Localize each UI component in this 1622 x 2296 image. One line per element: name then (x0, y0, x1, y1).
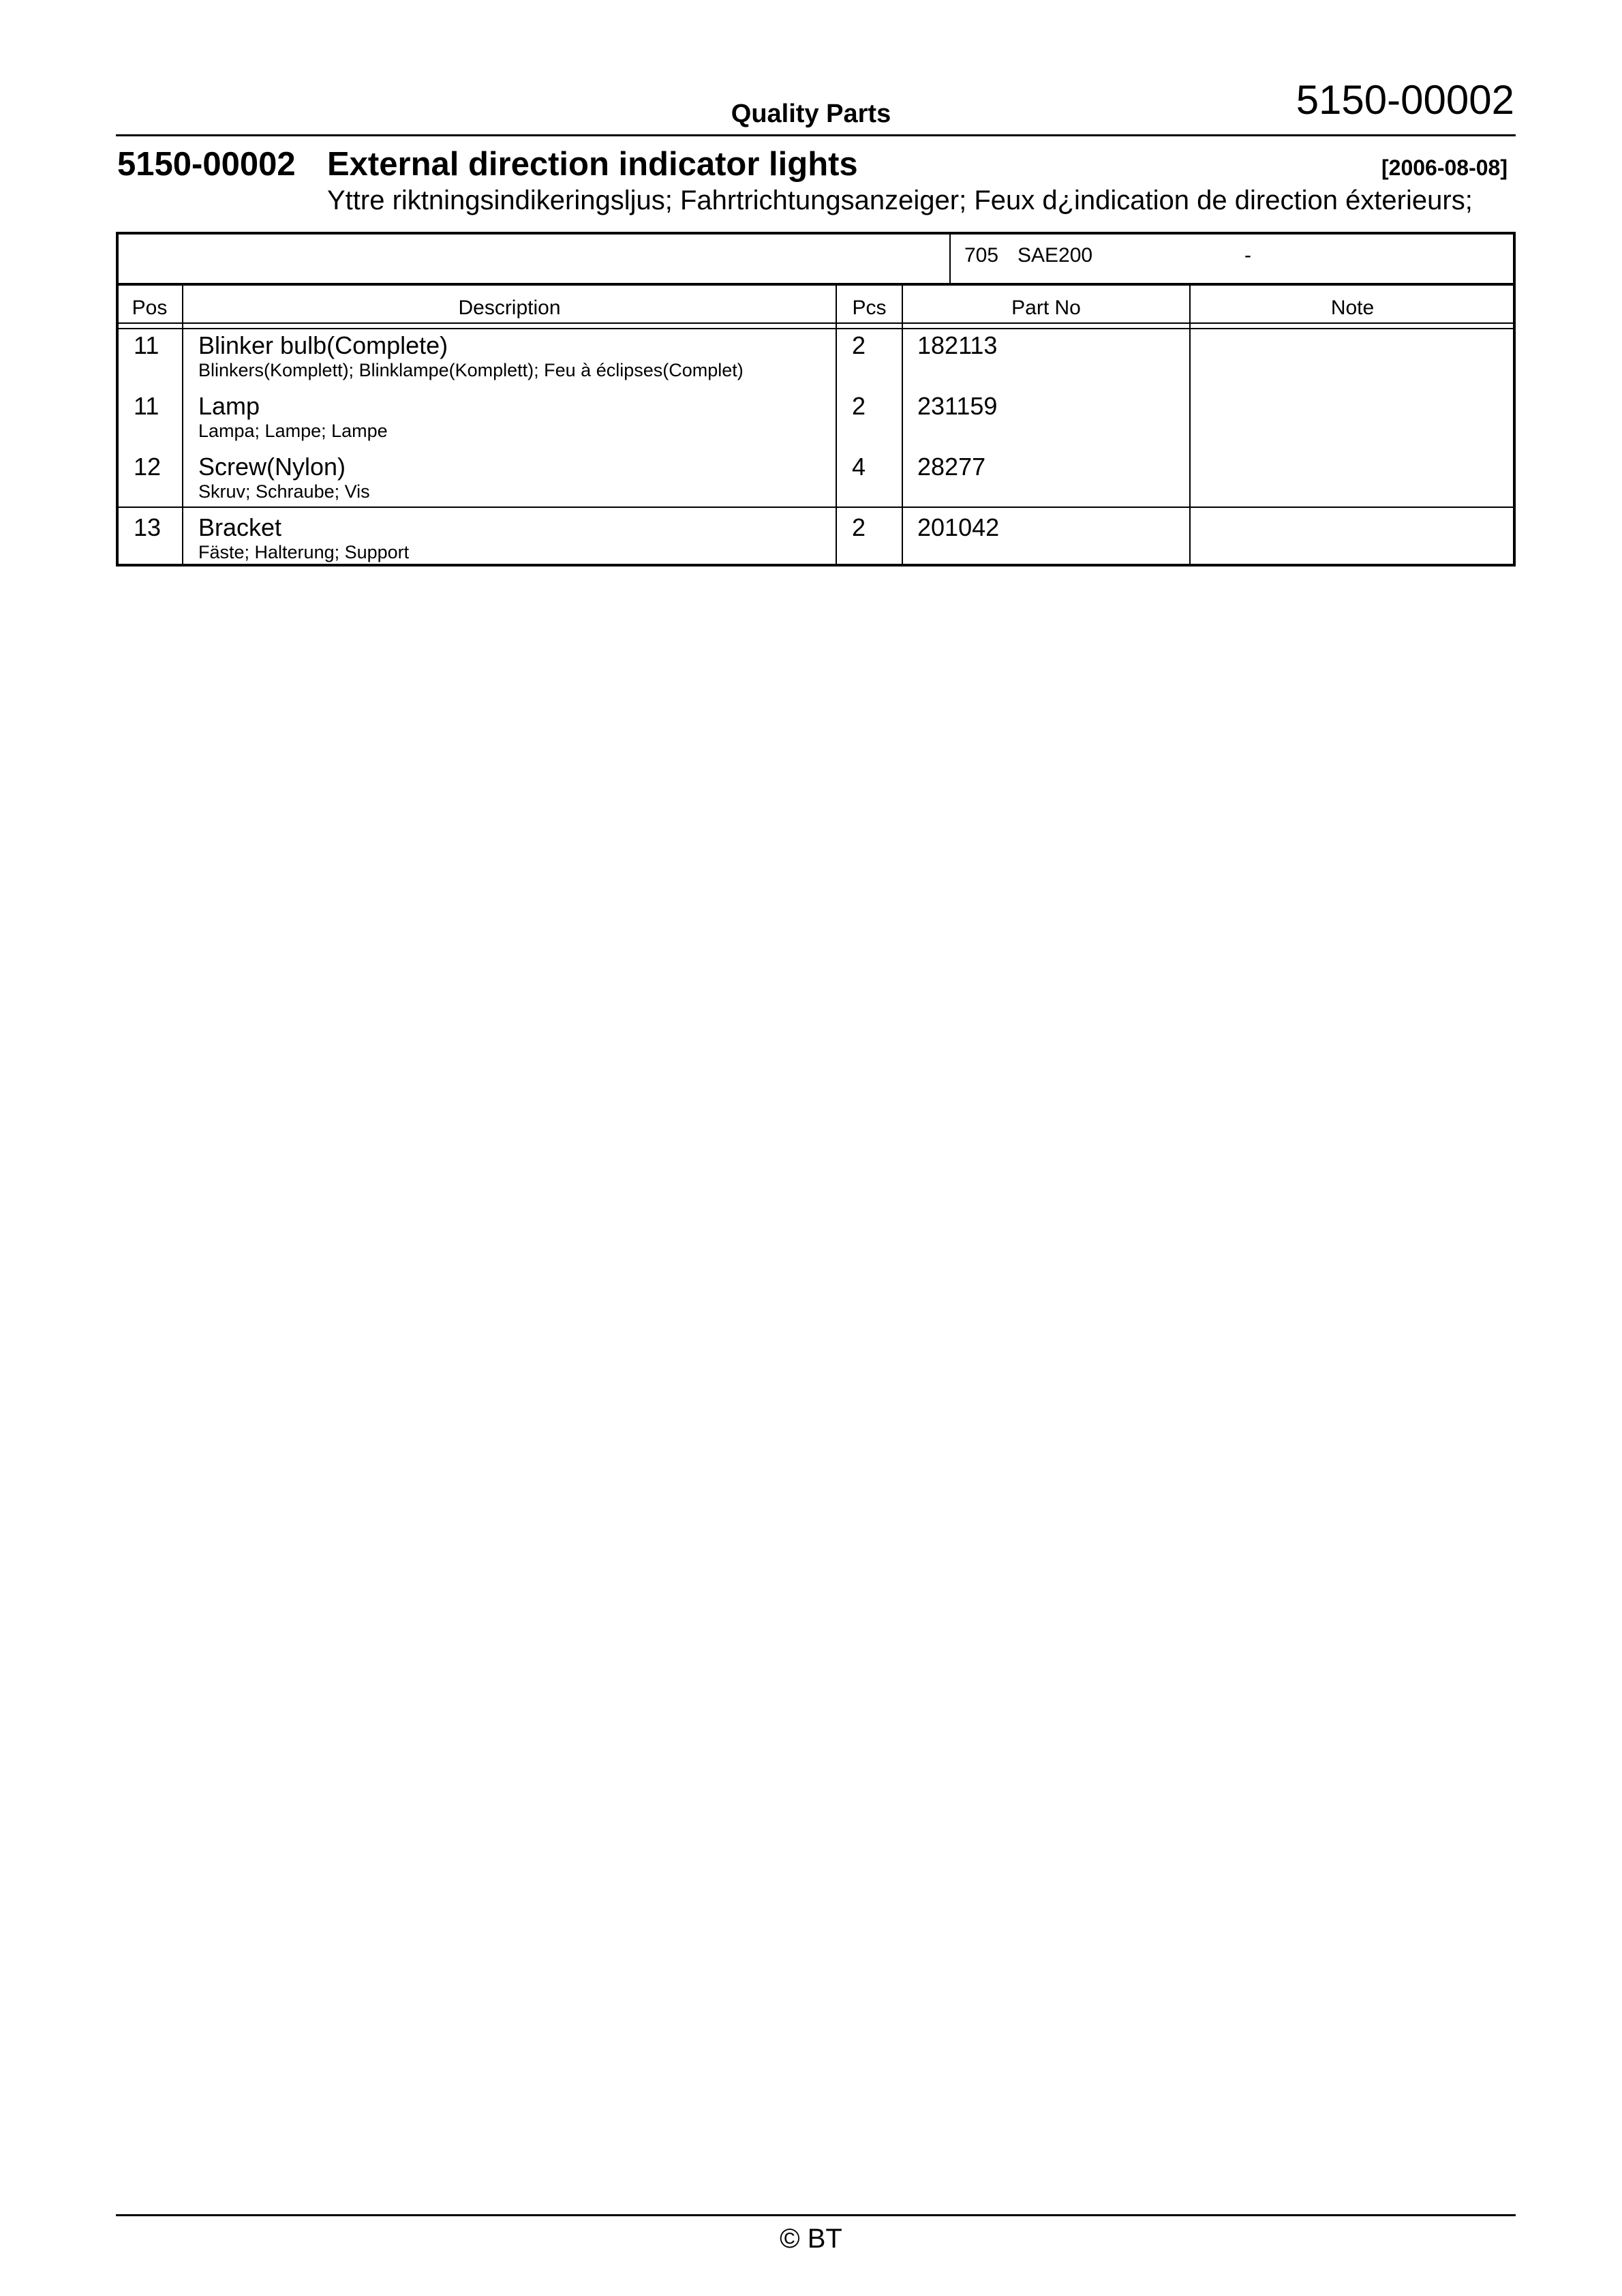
header-row-divider-2 (116, 328, 1516, 329)
row-pcs: 2 (852, 513, 866, 541)
row-pos: 11 (134, 331, 159, 359)
section-date: [2006-08-08] (1381, 155, 1508, 180)
header-title: Quality Parts (731, 100, 891, 128)
col-divider-desc (836, 284, 837, 565)
col-divider-pos (182, 284, 183, 565)
model-number: 705 (964, 244, 999, 267)
row-pos: 13 (134, 513, 162, 541)
column-header-part-no: Part No (1011, 297, 1081, 319)
row-part-no: 28277 (917, 453, 986, 481)
row-part-no: 231159 (917, 392, 998, 420)
column-header-pos: Pos (132, 297, 168, 319)
row-pos: 11 (134, 392, 159, 420)
row-part-no: 201042 (917, 513, 1000, 541)
column-header-note: Note (1330, 297, 1375, 319)
row-description-translations: Lampa; Lampe; Lampe (198, 421, 388, 441)
row-description-translations: Blinkers(Komplett); Blinklampe(Komplett); Feu à éclipses(Complet) (198, 360, 744, 380)
header-doc-number: 5150-00002 (1296, 77, 1514, 123)
column-header-description: Description (458, 297, 561, 319)
row-pos: 12 (134, 453, 162, 481)
header-row-divider-1 (116, 322, 1516, 324)
model-row-divider (116, 283, 1516, 286)
section-number: 5150-00002 (117, 146, 296, 183)
parts-table (116, 232, 1516, 567)
section-title: External direction indicator lights (327, 146, 858, 183)
row-pcs: 2 (852, 392, 866, 420)
row-description: Screw(Nylon) (198, 453, 346, 481)
col-divider-partno (1189, 284, 1191, 565)
footer-copyright: © BT (780, 2224, 842, 2254)
row-pcs: 4 (852, 453, 866, 481)
section-subtitle: Yttre riktningsindikeringsljus; Fahrtrichtungsanzeiger; Feux d¿indication de direction éxterieurs; (327, 185, 1473, 215)
footer-rule (116, 2214, 1516, 2216)
model-range: - (1244, 244, 1251, 267)
model-name: SAE200 (1017, 244, 1093, 267)
row-part-no: 182113 (917, 331, 998, 359)
row-description: Lamp (198, 392, 260, 420)
row-description: Bracket (198, 513, 282, 541)
header-rule (116, 134, 1516, 136)
model-cell-divider (949, 232, 951, 284)
row-description-translations: Fäste; Halterung; Support (198, 542, 410, 562)
row-description-translations: Skruv; Schraube; Vis (198, 481, 370, 502)
group-divider (116, 507, 1516, 508)
row-description: Blinker bulb(Complete) (198, 331, 448, 359)
col-divider-pcs (902, 284, 903, 565)
row-pcs: 2 (852, 331, 866, 359)
column-header-pcs: Pcs (852, 297, 887, 319)
